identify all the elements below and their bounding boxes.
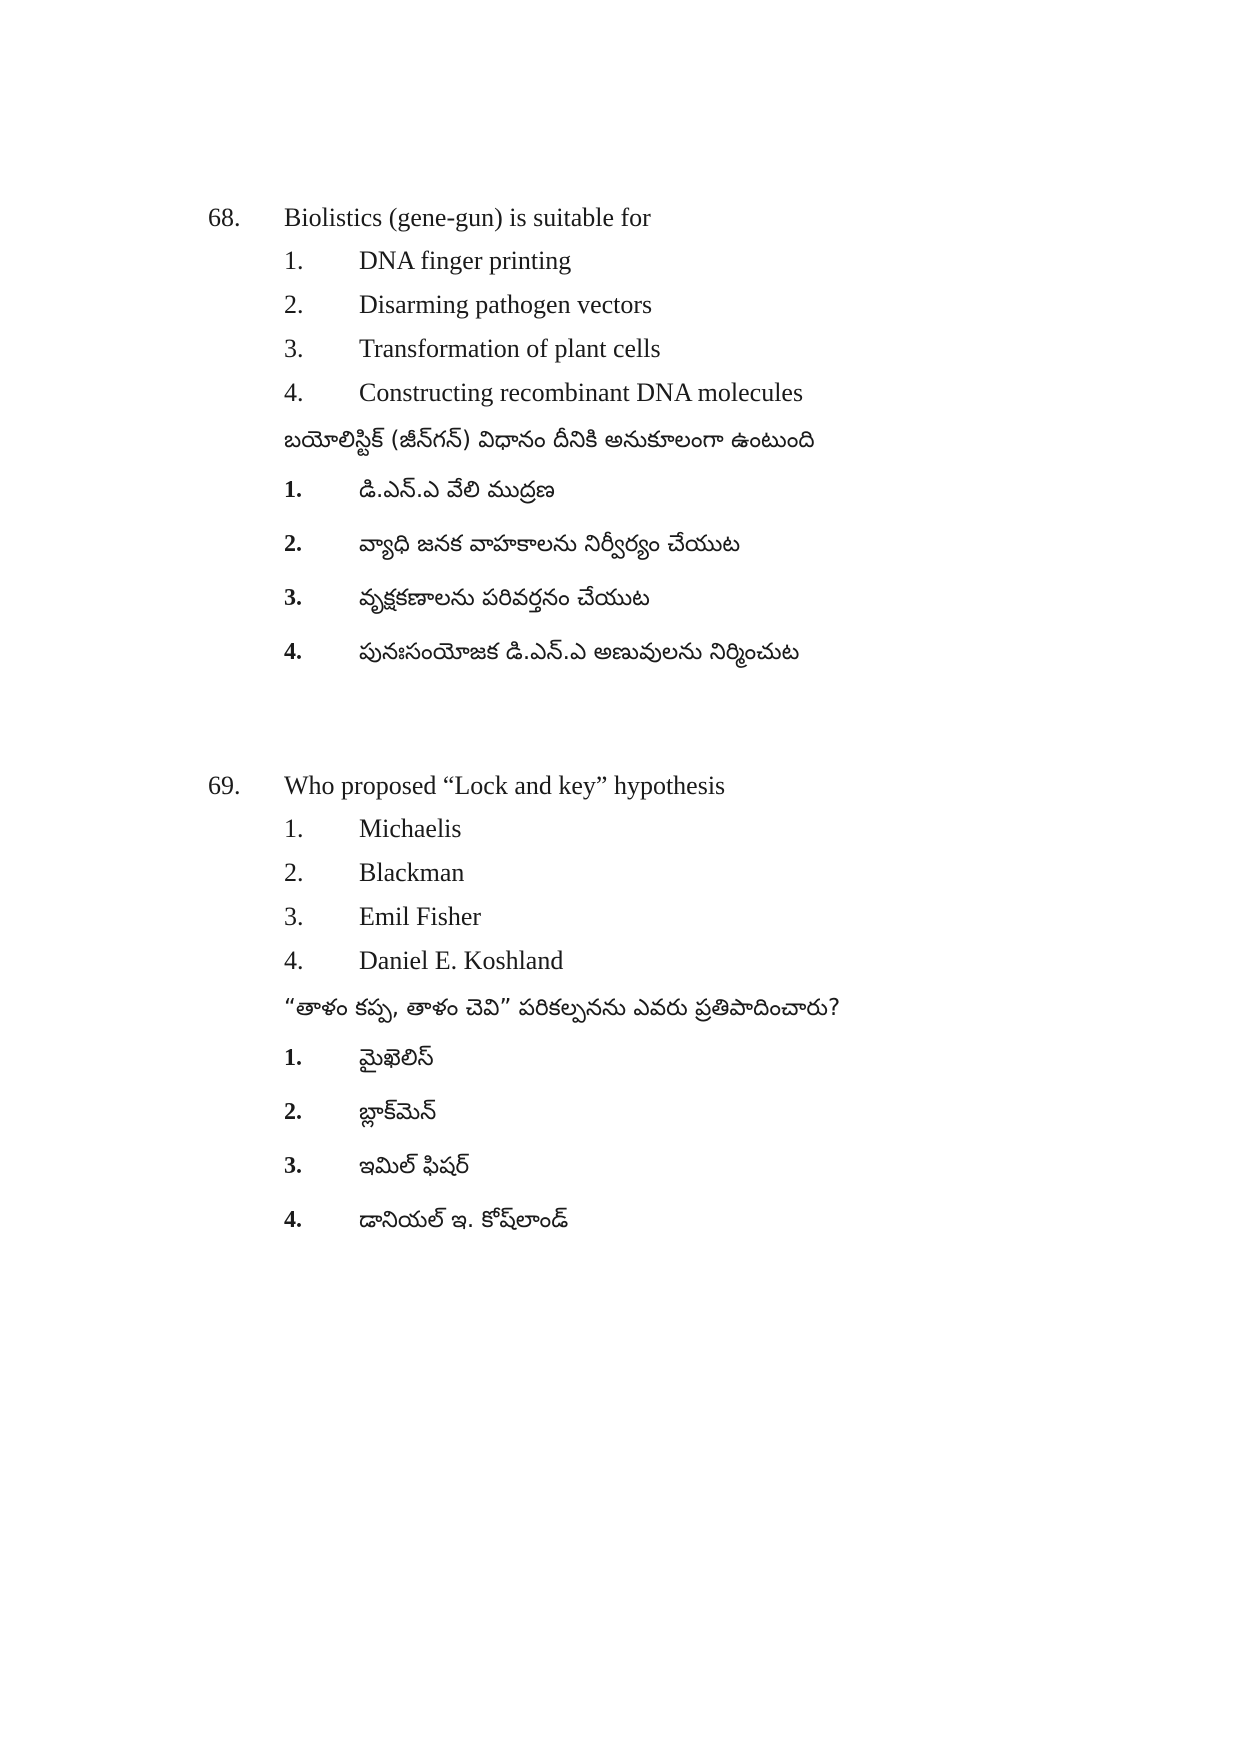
telugu-option <box>208 1193 1028 1247</box>
telugu-option <box>208 1085 1028 1139</box>
option <box>208 851 1028 895</box>
telugu-option <box>208 625 1028 679</box>
telugu-option <box>208 571 1028 625</box>
option-text: Michaelis <box>359 814 462 843</box>
option-number: 2. <box>284 531 302 557</box>
option-text: డానియల్ ఇ. కోష్‌లాండ్ <box>359 1207 569 1233</box>
option-text: Daniel E. Koshland <box>359 946 564 975</box>
option-number: 3. <box>284 585 302 611</box>
option-number: 2. <box>284 1099 302 1125</box>
question-header <box>208 765 1028 807</box>
option <box>208 283 1028 327</box>
telugu-option <box>208 517 1028 571</box>
telugu-question-text: “తాళం కప్ప, తాళం చెవి” పరికల్పనను ఎవరు ప్రతిపాదించారు? <box>284 995 841 1021</box>
option-number: 4. <box>284 946 304 975</box>
telugu-option <box>208 463 1028 517</box>
option-text: Disarming pathogen vectors <box>359 290 653 319</box>
option-text: ఇమిల్ ఫిషర్ <box>359 1153 470 1179</box>
question-text: Biolistics (gene-gun) is suitable for <box>284 203 651 232</box>
question-header <box>208 197 1028 239</box>
option <box>208 327 1028 371</box>
option-number: 2. <box>284 290 304 319</box>
option-number: 4. <box>284 378 304 407</box>
option-text: Emil Fisher <box>359 902 482 931</box>
telugu-option <box>208 1139 1028 1193</box>
option-number: 1. <box>284 477 302 503</box>
option-text: వ్యాధి జనక వాహకాలను నిర్వీర్యం చేయుట <box>359 531 741 557</box>
option-text: డి.ఎన్.ఎ వేలి ముద్రణ <box>359 477 555 503</box>
question-68 <box>208 197 1028 679</box>
option-text: పునఃసంయోజక డి.ఎన్.ఎ అణువులను నిర్మించుట <box>359 639 800 665</box>
telugu-question-text: బయోలిస్టిక్ (జీన్‌గన్) విధానం దీనికి అనుకూలంగా ఉంటుంది <box>284 427 815 453</box>
option-text: బ్లాక్‌మెన్ <box>359 1099 437 1125</box>
option-text: మైఖెలిస్ <box>359 1045 434 1071</box>
telugu-question-header <box>208 417 1028 463</box>
option-text: Constructing recombinant DNA molecules <box>359 378 804 407</box>
option <box>208 239 1028 283</box>
option-number: 3. <box>284 334 304 363</box>
option <box>208 807 1028 851</box>
option-text: Blackman <box>359 858 465 887</box>
option-number: 3. <box>284 1153 302 1179</box>
option-number: 4. <box>284 1207 302 1233</box>
telugu-question-header <box>208 985 1028 1031</box>
option <box>208 939 1028 983</box>
option-number: 2. <box>284 858 304 887</box>
option-number: 1. <box>284 1045 302 1071</box>
option-text: DNA finger printing <box>359 246 572 275</box>
option-number: 3. <box>284 902 304 931</box>
question-69 <box>208 765 1028 1247</box>
question-number: 68. <box>208 203 241 232</box>
option-number: 1. <box>284 246 304 275</box>
option-text: Transformation of plant cells <box>359 334 661 363</box>
option <box>208 895 1028 939</box>
option <box>208 371 1028 415</box>
option-number: 1. <box>284 814 304 843</box>
question-text: Who proposed “Lock and key” hypothesis <box>284 771 726 800</box>
option-text: వృక్షకణాలను పరివర్తనం చేయుట <box>359 585 650 611</box>
option-number: 4. <box>284 639 302 665</box>
telugu-option <box>208 1031 1028 1085</box>
question-number: 69. <box>208 771 241 800</box>
